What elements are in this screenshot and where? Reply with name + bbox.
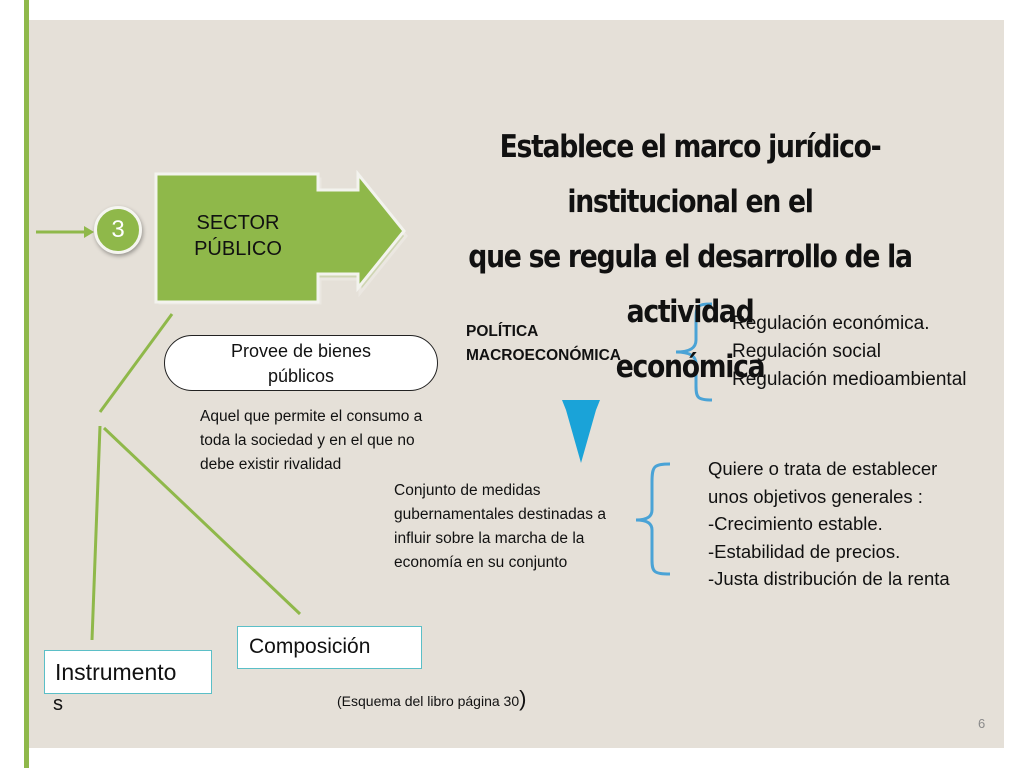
composicion-box bbox=[237, 626, 422, 669]
sector-publico-label bbox=[168, 210, 308, 262]
headline-line1: Establece el marco jurídico-institucional en el bbox=[499, 129, 881, 220]
politica-line1: POLÍTICA bbox=[466, 323, 539, 340]
footnote-paren: ) bbox=[519, 686, 527, 711]
blue-down-arrow bbox=[562, 400, 600, 463]
sector-line2: PÚBLICO bbox=[194, 238, 282, 260]
objetivo-line: -Estabilidad de precios. bbox=[708, 540, 901, 562]
footnote bbox=[337, 686, 526, 714]
bienes-line2: públicos bbox=[267, 366, 335, 386]
composicion-label: Composición bbox=[249, 635, 371, 658]
regulacion-item: Regulación medioambiental bbox=[732, 369, 967, 390]
bienes-publicos-pill bbox=[164, 335, 438, 391]
instrumentos-overflow-text: s bbox=[53, 693, 63, 715]
conjunto-line: influir sobre la marcha de la bbox=[394, 530, 585, 547]
politica-macroeconomica-label bbox=[466, 320, 621, 368]
connector-sector-to-branch bbox=[100, 314, 172, 412]
regulaciones-list bbox=[732, 310, 1002, 394]
step-number-circle: 3 bbox=[94, 206, 142, 254]
politica-line2: MACROECONÓMICA bbox=[466, 347, 621, 364]
conjunto-line: Conjunto de medidas bbox=[394, 482, 541, 499]
bienes-description bbox=[200, 405, 480, 477]
bienes-desc-line2: toda la sociedad y en el que no bbox=[200, 432, 415, 449]
instrumentos-label: Instrumento bbox=[55, 659, 177, 685]
headline-line2: que se regula el desarrollo de la actividad bbox=[468, 239, 912, 330]
conjunto-medidas-text bbox=[394, 479, 654, 575]
footnote-text: (Esquema del libro página 30 bbox=[337, 693, 520, 709]
objetivo-line: unos objetivos generales : bbox=[708, 485, 923, 507]
headline-line3: económica bbox=[615, 349, 765, 385]
page-number: 6 bbox=[978, 716, 986, 731]
instrumentos-box bbox=[44, 650, 212, 694]
bienes-desc-line1: Aquel que permite el consumo a bbox=[200, 408, 423, 425]
conjunto-line: economía en su conjunto bbox=[394, 554, 568, 571]
bienes-desc-line3: debe existir rivalidad bbox=[200, 456, 342, 473]
sector-line1: SECTOR bbox=[196, 212, 280, 234]
conjunto-line: gubernamentales destinadas a bbox=[394, 506, 606, 523]
incoming-arrowhead bbox=[84, 226, 94, 238]
objetivos-list bbox=[708, 455, 1008, 593]
connector-branch-to-instrumentos bbox=[92, 426, 100, 640]
objetivo-line: -Crecimiento estable. bbox=[708, 513, 883, 534]
objetivo-line: Quiere o trata de establecer bbox=[708, 458, 938, 479]
objetivo-line: -Justa distribución de la renta bbox=[708, 568, 950, 589]
bienes-line1: Provee de bienes bbox=[230, 341, 372, 361]
regulacion-item: Regulación social bbox=[732, 341, 881, 362]
regulacion-item: Regulación económica. bbox=[732, 313, 930, 334]
